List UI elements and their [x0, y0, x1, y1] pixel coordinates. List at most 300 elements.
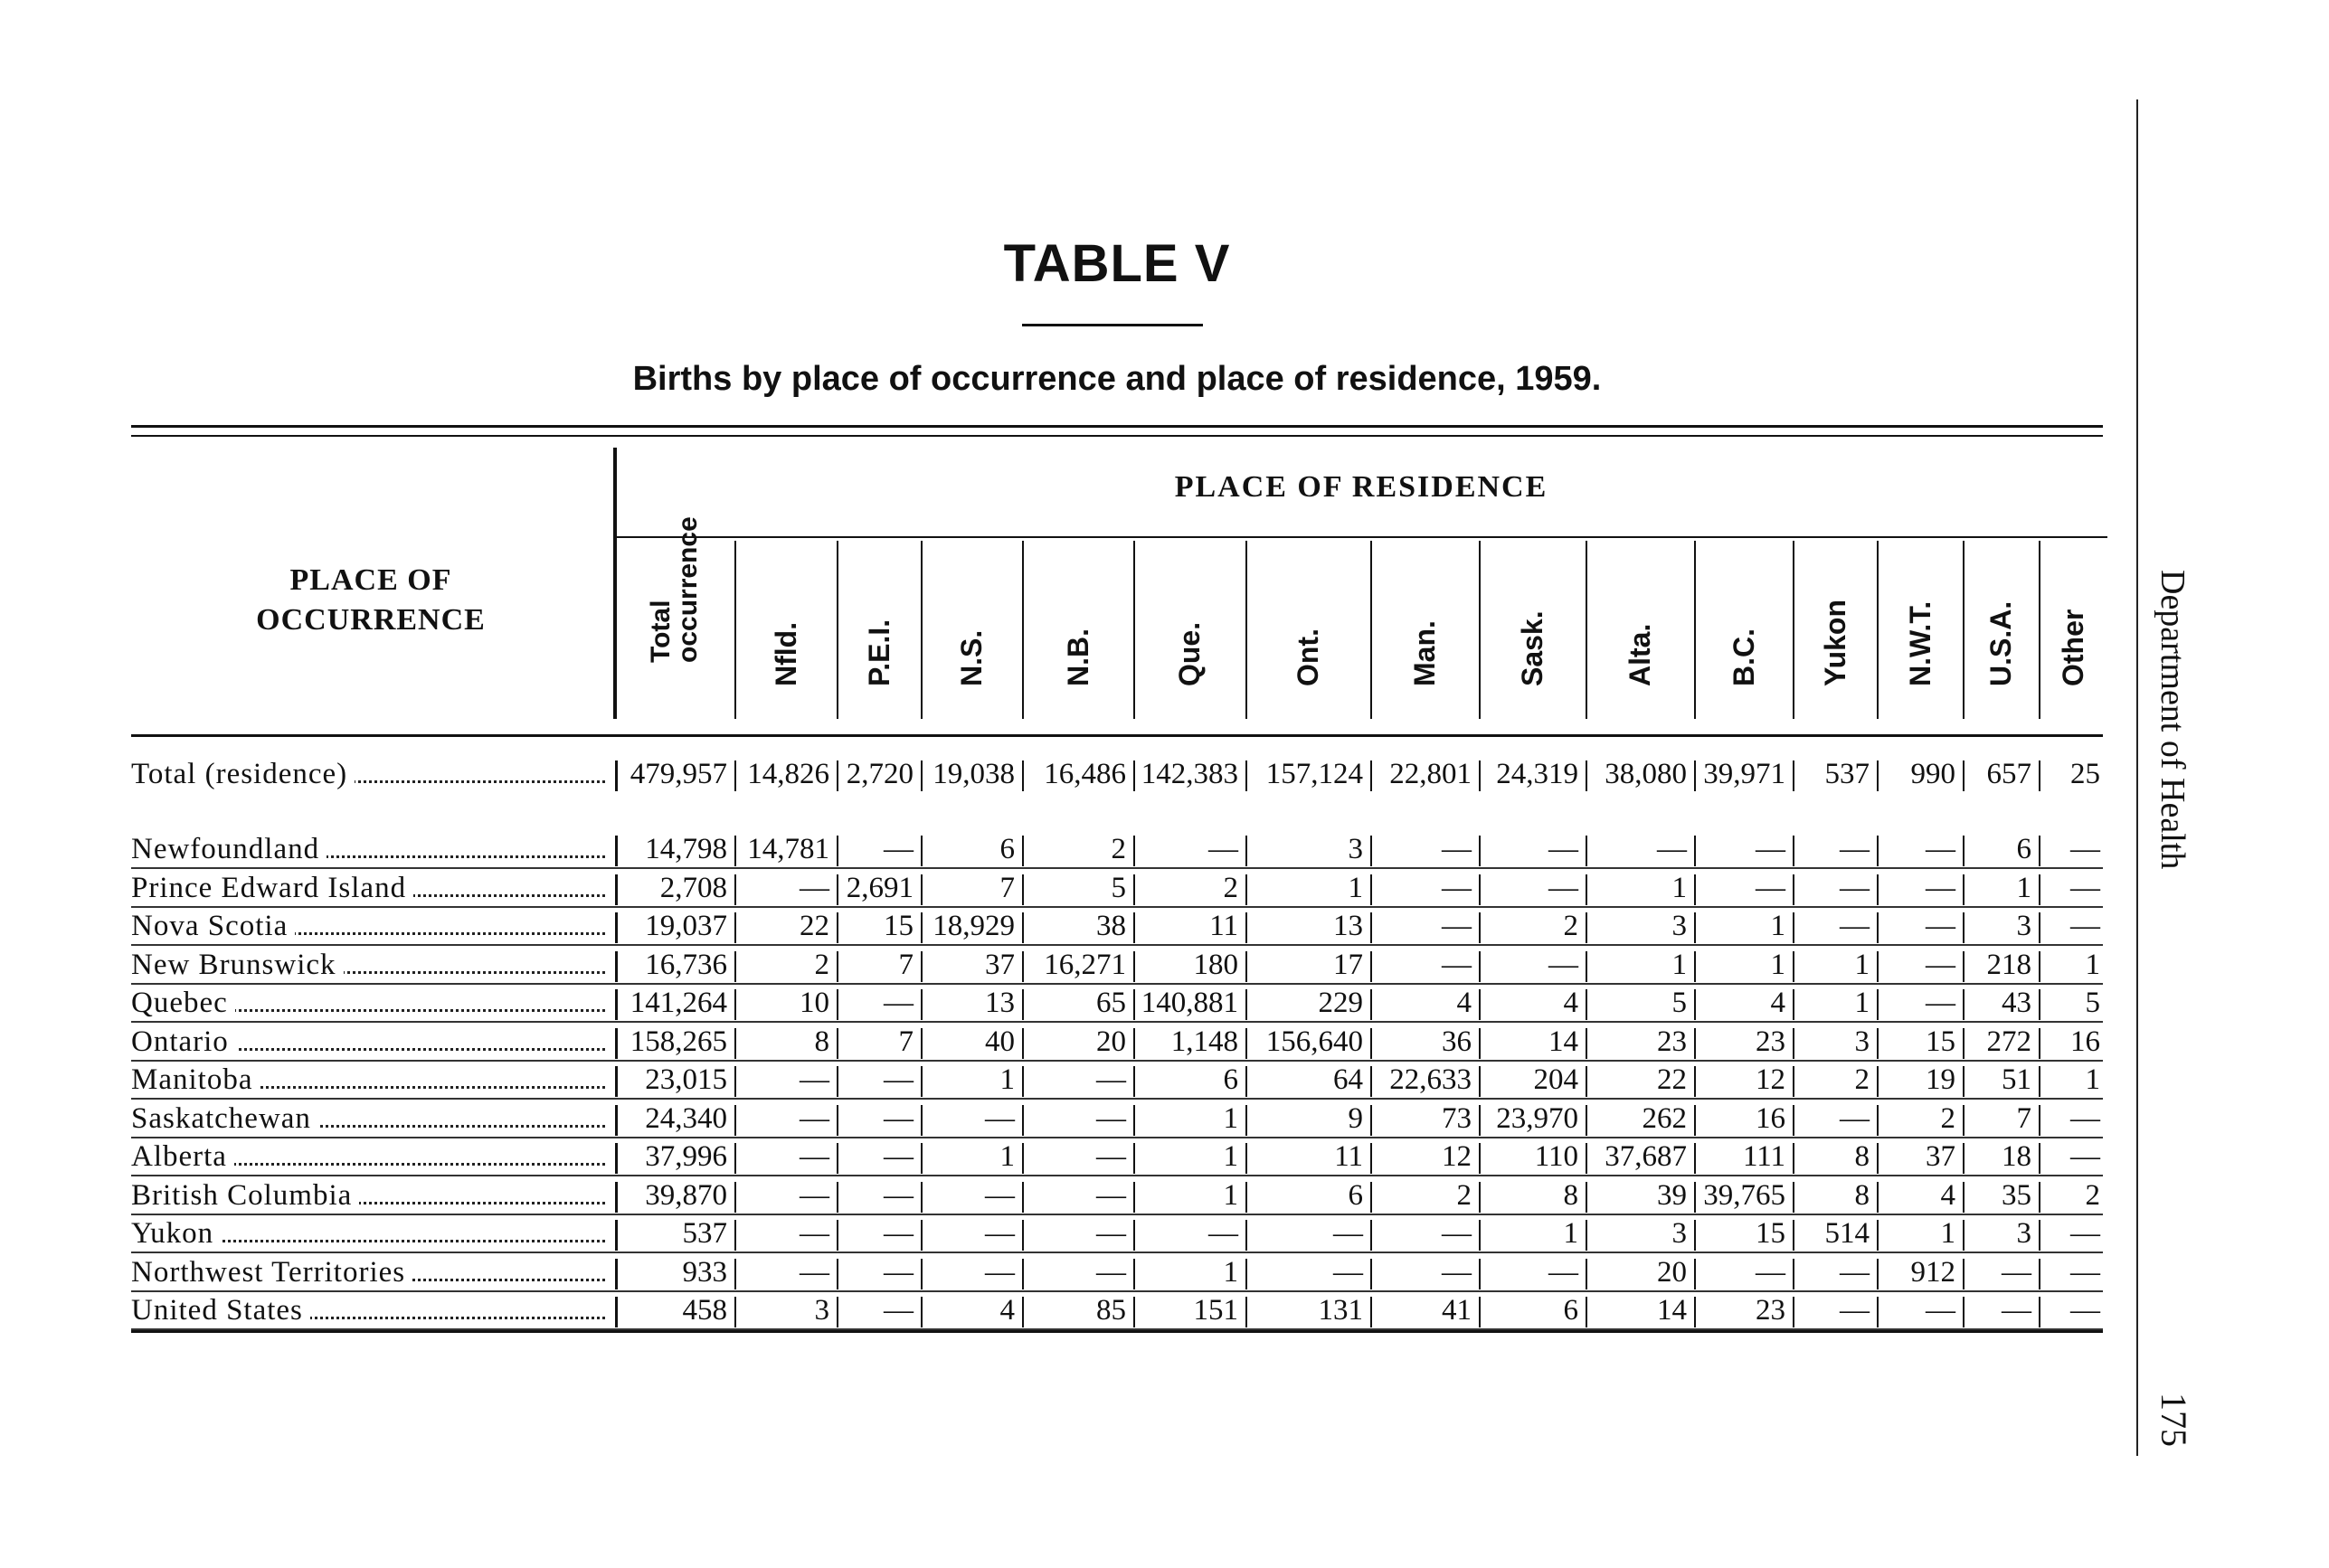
table-row: [131, 1023, 2103, 1062]
cell-divider: [734, 1182, 736, 1213]
cell-total: 537: [682, 1217, 727, 1250]
column-header-total: [615, 516, 734, 719]
cell-nb: —: [1096, 1063, 1126, 1096]
cell-divider: [1022, 989, 1024, 1020]
cell-divider: [734, 1028, 736, 1059]
cell-divider: [734, 760, 736, 791]
cell-divider: [1022, 874, 1024, 905]
cell-divider: [1877, 836, 1879, 866]
cell-ns: 19,038: [933, 758, 1015, 790]
cell-other: —: [2070, 1217, 2100, 1250]
cell-divider: [2039, 874, 2040, 905]
cell-que: 1: [1223, 1101, 1238, 1135]
cell-divider: [1793, 951, 1794, 982]
cell-nfld: 2: [814, 948, 829, 981]
column-header-label: Ont.: [1292, 628, 1324, 686]
cell-sask: 4: [1563, 987, 1578, 1019]
cell-man: 12: [1442, 1140, 1472, 1173]
cell-divider: [734, 1143, 736, 1174]
row-label: [131, 907, 611, 946]
cell-divider: [1245, 1066, 1247, 1097]
cell-divider: [615, 1259, 618, 1289]
cell-man: 22,633: [1389, 1063, 1472, 1096]
cell-usa: 3: [2016, 910, 2031, 942]
cell-divider: [734, 912, 736, 943]
row-label: [131, 1023, 611, 1062]
cell-divider: [1877, 1105, 1879, 1136]
cell-ont: 3: [1348, 833, 1363, 865]
margin-rule: [2136, 99, 2138, 1456]
cell-divider: [1022, 1297, 1024, 1327]
cell-alta: 20: [1657, 1255, 1687, 1289]
column-divider: [1245, 541, 1247, 719]
cell-nb: 20: [1096, 1025, 1126, 1058]
cell-bc: 39,765: [1703, 1178, 1785, 1212]
cell-divider: [1133, 1182, 1135, 1213]
column-divider: [1479, 541, 1481, 719]
column-header-label: N.W.T.: [1903, 600, 1936, 686]
cell-divider: [1694, 760, 1696, 791]
cell-ont: 1: [1348, 871, 1363, 904]
cell-nb: 2: [1111, 833, 1126, 865]
cell-other: 2: [2085, 1178, 2100, 1212]
cell-divider: [1586, 1105, 1587, 1136]
cell-divider: [1877, 1220, 1879, 1251]
cell-usa: 3: [2016, 1217, 2031, 1250]
cell-nfld: 10: [800, 987, 829, 1019]
cell-divider: [1793, 836, 1794, 866]
cell-other: 25: [2070, 758, 2100, 790]
cell-divider: [1133, 1143, 1135, 1174]
cell-nwt: —: [1926, 833, 1955, 865]
cell-divider: [837, 1297, 838, 1327]
cell-ont: —: [1333, 1255, 1363, 1289]
cell-divider: [1370, 874, 1372, 905]
cell-divider: [1793, 760, 1794, 791]
cell-divider: [1694, 1066, 1696, 1097]
cell-divider: [1370, 1105, 1372, 1136]
cell-divider: [615, 912, 618, 943]
cell-divider: [837, 912, 838, 943]
cell-divider: [1245, 760, 1247, 791]
column-divider: [837, 541, 838, 719]
cell-divider: [1370, 1066, 1372, 1097]
cell-nwt: 1: [1940, 1217, 1955, 1250]
column-header-ont: [1245, 543, 1370, 719]
cell-alta: 5: [1671, 987, 1687, 1019]
cell-total: 19,037: [645, 910, 727, 942]
cell-total: 141,264: [630, 987, 727, 1019]
cell-divider: [1963, 989, 1965, 1020]
cell-ns: —: [985, 1255, 1015, 1289]
page-number: [2153, 1393, 2198, 1483]
cell-divider: [1586, 951, 1587, 982]
row-label: [131, 869, 611, 908]
cell-divider: [1793, 1259, 1794, 1289]
row-label-text: Manitoba: [131, 1063, 260, 1096]
cell-divider: [734, 1220, 736, 1251]
cell-sask: 110: [1534, 1140, 1578, 1173]
table-row: [131, 1214, 2103, 1253]
cell-divider: [1963, 760, 1965, 791]
cell-divider: [1963, 1220, 1965, 1251]
stub-header-line1: PLACE OF: [289, 563, 452, 597]
cell-que: 2: [1223, 871, 1238, 904]
cell-divider: [1022, 1066, 1024, 1097]
cell-sask: 23,970: [1496, 1101, 1578, 1135]
cell-divider: [1133, 1220, 1135, 1251]
cell-divider: [1022, 760, 1024, 791]
cell-divider: [837, 1105, 838, 1136]
cell-nb: 16,271: [1044, 948, 1126, 981]
cell-que: 1,148: [1170, 1025, 1238, 1058]
cell-divider: [921, 989, 923, 1020]
cell-bc: 39,971: [1703, 758, 1785, 790]
cell-divider: [1022, 1028, 1024, 1059]
cell-man: —: [1442, 833, 1472, 865]
cell-man: 36: [1442, 1025, 1472, 1058]
cell-divider: [1479, 1259, 1481, 1289]
cell-bc: 12: [1756, 1063, 1785, 1096]
cell-divider: [837, 951, 838, 982]
column-header-label: N.S.: [955, 629, 988, 686]
table-title: TABLE V: [1003, 234, 1231, 293]
table-row: [131, 830, 2103, 869]
row-label-text: Newfoundland: [131, 833, 327, 865]
cell-alta: 14: [1657, 1294, 1687, 1327]
cell-pei: —: [884, 1063, 914, 1096]
cell-divider: [1133, 989, 1135, 1020]
cell-total: 933: [682, 1255, 727, 1289]
cell-nwt: —: [1926, 910, 1955, 942]
cell-divider: [1877, 1028, 1879, 1059]
cell-divider: [1245, 874, 1247, 905]
cell-divider: [1370, 1028, 1372, 1059]
cell-ns: 37: [985, 948, 1015, 981]
cell-divider: [1245, 1028, 1247, 1059]
cell-divider: [1877, 1066, 1879, 1097]
column-header-label: N.B.: [1061, 628, 1094, 686]
cell-yukon: —: [1840, 1255, 1870, 1289]
cell-que: —: [1208, 1217, 1238, 1250]
column-divider: [734, 541, 736, 719]
cell-divider: [1586, 760, 1587, 791]
cell-pei: 7: [898, 1025, 914, 1058]
cell-que: 6: [1223, 1063, 1238, 1096]
cell-que: 1: [1223, 1255, 1238, 1289]
bottom-rule: [131, 1330, 2103, 1333]
cell-nfld: 22: [800, 910, 829, 942]
cell-sask: 14: [1548, 1025, 1578, 1058]
cell-man: —: [1442, 1217, 1472, 1250]
cell-yukon: 537: [1824, 758, 1870, 790]
cell-divider: [1694, 1182, 1696, 1213]
cell-divider: [1694, 951, 1696, 982]
cell-divider: [1022, 951, 1024, 982]
cell-divider: [1877, 989, 1879, 1020]
cell-ont: 6: [1348, 1178, 1363, 1212]
cell-divider: [837, 1066, 838, 1097]
cell-divider: [1133, 1297, 1135, 1327]
table-row: [131, 946, 2103, 985]
cell-total: 458: [682, 1294, 727, 1327]
cell-divider: [837, 1220, 838, 1251]
row-label: [131, 755, 611, 794]
cell-yukon: —: [1840, 871, 1870, 904]
cell-total: 2,708: [659, 871, 727, 904]
cell-nb: —: [1096, 1217, 1126, 1250]
cell-que: 142,383: [1141, 758, 1238, 790]
cell-sask: —: [1548, 948, 1578, 981]
cell-divider: [1133, 1028, 1135, 1059]
top-rule: [131, 425, 2103, 428]
cell-divider: [921, 1297, 923, 1327]
table-row: [131, 1291, 2103, 1330]
header-bottom-rule: [131, 734, 2103, 737]
cell-divider: [2039, 1028, 2040, 1059]
cell-divider: [1793, 1182, 1794, 1213]
column-header-label: P.E.I.: [862, 619, 895, 686]
cell-que: 1: [1223, 1178, 1238, 1212]
cell-divider: [2039, 951, 2040, 982]
cell-divider: [1370, 1220, 1372, 1251]
cell-pei: —: [884, 1255, 914, 1289]
cell-divider: [1133, 760, 1135, 791]
cell-divider: [2039, 1143, 2040, 1174]
cell-divider: [1963, 1182, 1965, 1213]
cell-ns: 7: [999, 871, 1015, 904]
cell-alta: 23: [1657, 1025, 1687, 1058]
cell-other: 1: [2085, 1063, 2100, 1096]
cell-divider: [1793, 1066, 1794, 1097]
cell-nb: 65: [1096, 987, 1126, 1019]
cell-divider: [921, 1028, 923, 1059]
cell-ont: 64: [1333, 1063, 1363, 1096]
cell-divider: [1245, 951, 1247, 982]
cell-divider: [837, 989, 838, 1020]
cell-man: 2: [1456, 1178, 1472, 1212]
table-row: [131, 1100, 2103, 1138]
cell-total: 479,957: [630, 758, 727, 790]
cell-bc: 23: [1756, 1294, 1785, 1327]
cell-man: —: [1442, 1255, 1472, 1289]
cell-nwt: 37: [1926, 1140, 1955, 1173]
cell-divider: [921, 1182, 923, 1213]
cell-yukon: 3: [1854, 1025, 1870, 1058]
cell-total: 14,798: [645, 833, 727, 865]
cell-nwt: 990: [1910, 758, 1955, 790]
cell-alta: 1: [1671, 948, 1687, 981]
cell-divider: [1877, 1297, 1879, 1327]
cell-divider: [1586, 1143, 1587, 1174]
cell-divider: [1133, 1105, 1135, 1136]
cell-usa: 51: [2002, 1063, 2031, 1096]
cell-divider: [1370, 760, 1372, 791]
column-header-label: Nfld.: [769, 621, 802, 686]
cell-nwt: —: [1926, 987, 1955, 1019]
cell-ns: 1: [999, 1140, 1015, 1173]
cell-pei: —: [884, 1294, 914, 1327]
cell-divider: [1370, 1182, 1372, 1213]
cell-alta: 37,687: [1605, 1140, 1687, 1173]
cell-ont: 157,124: [1265, 758, 1363, 790]
column-divider: [1963, 541, 1965, 719]
column-header-other: [2039, 543, 2107, 719]
cell-ont: 13: [1333, 910, 1363, 942]
cell-divider: [1793, 1105, 1794, 1136]
cell-divider: [1245, 1259, 1247, 1289]
cell-divider: [615, 989, 618, 1020]
cell-man: 41: [1442, 1294, 1472, 1327]
cell-usa: 35: [2002, 1178, 2031, 1212]
column-header-nfld: [734, 543, 837, 719]
cell-divider: [1370, 836, 1372, 866]
cell-ont: 17: [1333, 948, 1363, 981]
cell-divider: [921, 951, 923, 982]
cell-sask: —: [1548, 1255, 1578, 1289]
cell-total: 37,996: [645, 1140, 727, 1173]
group-header-rule: [615, 536, 2107, 538]
cell-divider: [1877, 874, 1879, 905]
cell-divider: [734, 836, 736, 866]
cell-yukon: 8: [1854, 1178, 1870, 1212]
row-label-text: Nova Scotia: [131, 910, 295, 942]
cell-pei: —: [884, 1101, 914, 1135]
cell-ns: 6: [999, 833, 1015, 865]
cell-divider: [615, 1220, 618, 1251]
cell-divider: [837, 836, 838, 866]
cell-total: 158,265: [630, 1025, 727, 1058]
column-divider: [1694, 541, 1696, 719]
cell-divider: [921, 1143, 923, 1174]
row-label: [131, 984, 611, 1023]
cell-divider: [2039, 760, 2040, 791]
column-header-alta: [1586, 543, 1694, 719]
cell-divider: [1370, 1259, 1372, 1289]
cell-other: 16: [2070, 1025, 2100, 1058]
cell-divider: [837, 1182, 838, 1213]
cell-man: —: [1442, 871, 1472, 904]
cell-divider: [1022, 1105, 1024, 1136]
cell-nfld: —: [800, 1101, 829, 1135]
column-header-pei: [837, 543, 921, 719]
cell-yukon: 514: [1824, 1217, 1870, 1250]
cell-pei: —: [884, 987, 914, 1019]
cell-nwt: 2: [1940, 1101, 1955, 1135]
cell-bc: —: [1756, 871, 1785, 904]
cell-bc: 15: [1756, 1217, 1785, 1250]
cell-other: 5: [2085, 987, 2100, 1019]
cell-divider: [1877, 951, 1879, 982]
cell-divider: [1877, 1259, 1879, 1289]
cell-divider: [1877, 1182, 1879, 1213]
cell-divider: [1133, 912, 1135, 943]
cell-yukon: —: [1840, 910, 1870, 942]
table-row: [131, 907, 2103, 946]
department-label-text: Department of Health: [2154, 570, 2192, 870]
cell-divider: [615, 760, 618, 791]
cell-divider: [734, 1105, 736, 1136]
cell-yukon: 1: [1854, 987, 1870, 1019]
cell-divider: [1245, 836, 1247, 866]
cell-divider: [1694, 1259, 1696, 1289]
cell-divider: [1133, 1066, 1135, 1097]
cell-alta: —: [1657, 833, 1687, 865]
cell-pei: 2,691: [846, 871, 914, 904]
cell-yukon: 8: [1854, 1140, 1870, 1173]
cell-divider: [1245, 1220, 1247, 1251]
cell-divider: [1245, 1297, 1247, 1327]
cell-divider: [615, 1143, 618, 1174]
cell-ont: 229: [1318, 987, 1363, 1019]
row-label: [131, 946, 611, 985]
cell-que: 1: [1223, 1140, 1238, 1173]
cell-divider: [1793, 989, 1794, 1020]
cell-divider: [2039, 1259, 2040, 1289]
cell-divider: [2039, 1297, 2040, 1327]
cell-nb: —: [1096, 1140, 1126, 1173]
cell-divider: [615, 1028, 618, 1059]
column-header-bc: [1694, 543, 1793, 719]
cell-divider: [1245, 1143, 1247, 1174]
cell-pei: 2,720: [846, 758, 914, 790]
cell-divider: [1022, 1259, 1024, 1289]
cell-divider: [2039, 912, 2040, 943]
row-label-text: Alberta: [131, 1140, 234, 1173]
cell-usa: 7: [2016, 1101, 2031, 1135]
cell-divider: [1963, 1028, 1965, 1059]
cell-usa: 43: [2002, 987, 2031, 1019]
cell-divider: [1877, 912, 1879, 943]
cell-ont: 156,640: [1265, 1025, 1363, 1058]
cell-divider: [615, 1105, 618, 1136]
cell-nfld: —: [800, 1063, 829, 1096]
table-subtitle: Births by place of occurrence and place of residence, 1959.: [632, 360, 1602, 398]
cell-nb: —: [1096, 1255, 1126, 1289]
column-header-usa: [1963, 543, 2039, 719]
cell-divider: [2039, 1220, 2040, 1251]
cell-divider: [1479, 1105, 1481, 1136]
cell-ns: 4: [999, 1294, 1015, 1327]
top-rule-2: [131, 435, 2103, 437]
column-header-yukon: [1793, 543, 1877, 719]
cell-divider: [1963, 1259, 1965, 1289]
column-header-label: Sask.: [1516, 610, 1548, 686]
cell-divider: [1694, 874, 1696, 905]
cell-divider: [1479, 1028, 1481, 1059]
cell-total: 16,736: [645, 948, 727, 981]
cell-nfld: —: [800, 1255, 829, 1289]
cell-divider: [1586, 1028, 1587, 1059]
cell-divider: [1586, 1220, 1587, 1251]
cell-divider: [1694, 836, 1696, 866]
cell-other: —: [2070, 1255, 2100, 1289]
page-number-text: 175: [2154, 1393, 2194, 1447]
table-row: [131, 1253, 2103, 1292]
cell-divider: [1793, 1220, 1794, 1251]
row-label-text: Ontario: [131, 1025, 236, 1058]
cell-usa: —: [2002, 1255, 2031, 1289]
cell-nb: 5: [1111, 871, 1126, 904]
cell-divider: [1022, 1182, 1024, 1213]
cell-sask: 6: [1563, 1294, 1578, 1327]
cell-divider: [615, 836, 618, 866]
cell-que: 11: [1209, 910, 1238, 942]
row-label: [131, 1214, 611, 1253]
cell-divider: [1586, 1297, 1587, 1327]
cell-nb: 38: [1096, 910, 1126, 942]
cell-divider: [1479, 1220, 1481, 1251]
